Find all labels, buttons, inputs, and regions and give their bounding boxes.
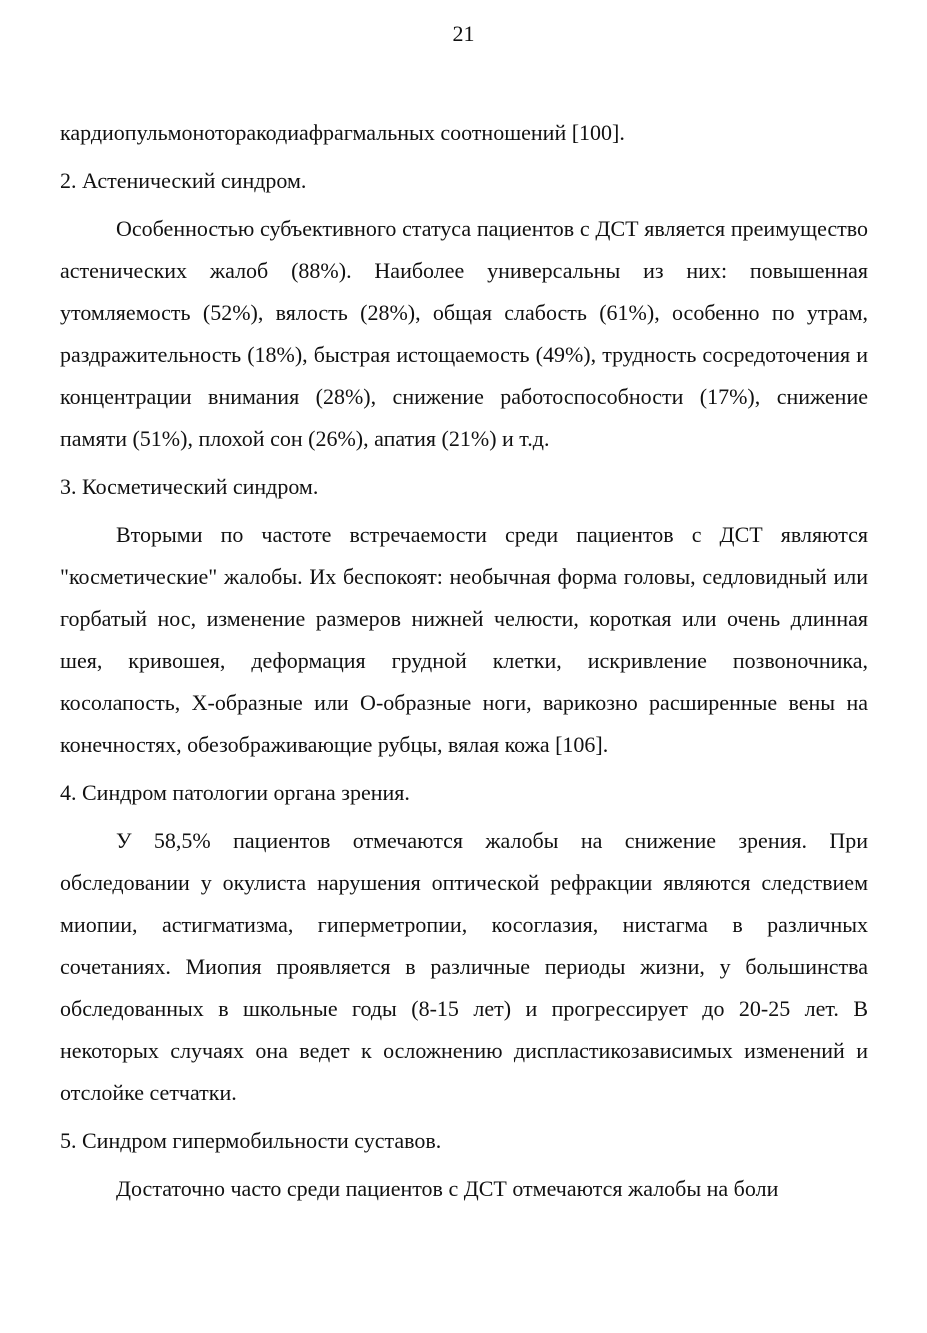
paragraph-vision: У 58,5% пациентов отмечаются жалобы на снижение зрения. При обследовании у окулиста нарушения оптической рефракции являются следствием миопии, астигматизма, гиперметропии, косоглазия, нистагма в различных сочетаниях. Миопия проявляется в различные периоды жизни, у большинства обследованных в школьные годы (8-15 лет) и прогрессирует до 20-25 лет. В некоторых случаях она ведет к осложнению диспластикозависимых изменений и отслойке сетчатки. (60, 828, 868, 1105)
page-number: 21 (452, 21, 475, 46)
section-heading-asthenic: 2. Астенический синдром. (60, 168, 307, 193)
section-heading-vision: 4. Синдром патологии органа зрения. (60, 780, 410, 805)
document-body (60, 112, 868, 1210)
section-heading-cosmetic: 3. Косметический синдром. (60, 474, 319, 499)
section-heading-joint-hypermobility: 5. Синдром гипермобильности суставов. (60, 1128, 442, 1153)
paragraph-joint-hypermobility: Достаточно часто среди пациентов с ДСТ отмечаются жалобы на боли (116, 1176, 779, 1201)
paragraph-asthenic: Особенностью субъективного статуса пациентов с ДСТ является преимущество астенических жалоб (88%). Наиболее универсальны из них: повышенная утомляемость (52%), вялость (28%), общая слабость (61%), особенно по утрам, раздражительность (18%), быстрая истощаемость (49%), трудность сосредоточения и концентрации внимания (28%), снижение работоспособности (17%), снижение памяти (51%), плохой сон (26%), апатия (21%) и т.д. (60, 216, 868, 451)
paragraph-cosmetic: Вторыми по частоте встречаемости среди пациентов с ДСТ являются "косметические" жалобы. Их беспокоят: необычная форма головы, седловидный или горбатый нос, изменение размеров нижней челюсти, короткая или очень длинная шея, кривошея, деформация грудной клетки, искривление позвоночника, косолапость, Х-образные или О-образные ноги, варикозно расширенные вены на конечностях, обезображивающие рубцы, вялая кожа [106]. (60, 522, 868, 757)
paragraph-continuation: кардиопульмоноторакодиафрагмальных соотношений [100]. (60, 120, 625, 145)
